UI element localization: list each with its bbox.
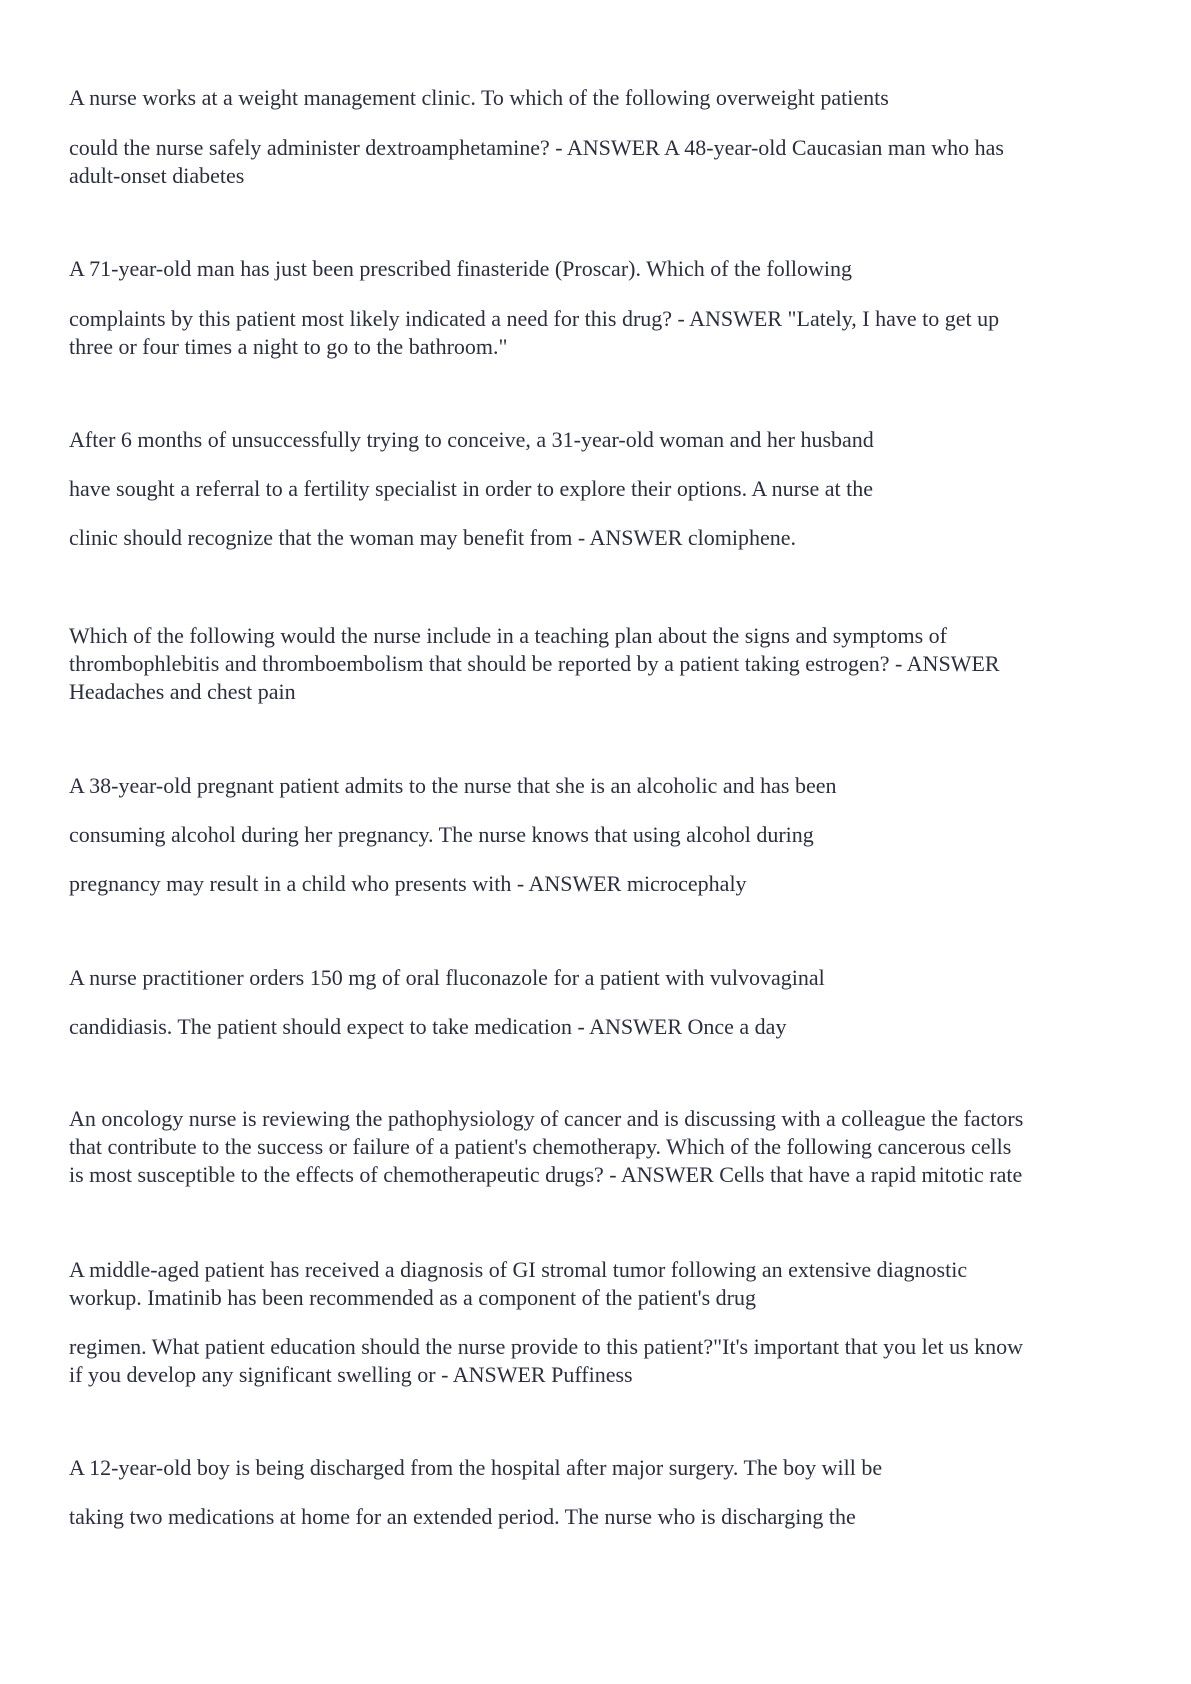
question-line: consuming alcohol during her pregnancy. The nurse knows that using alcohol during [69,822,814,847]
question-answer-line: clinic should recognize that the woman may benefit from - ANSWER clomiphene. [69,525,797,550]
question-line: After 6 months of unsuccessfully trying to conceive, a 31-year-old woman and her husband [69,427,874,452]
question-line: taking two medications at home for an extended period. The nurse who is discharging the [69,1504,856,1529]
question-line: A nurse works at a weight management clinic. To which of the following overweight patients [69,85,889,110]
question-line: An oncology nurse is reviewing the pathophysiology of cancer and is discussing with a colleague the factors [69,1106,1024,1131]
question-line: A 38-year-old pregnant patient admits to the nurse that she is an alcoholic and has been [69,773,837,798]
question-line: A 71-year-old man has just been prescribed finasteride (Proscar). Which of the following [69,256,852,281]
question-answer-line: pregnancy may result in a child who presents with - ANSWER microcephaly [69,871,747,896]
question-answer-line: candidiasis. The patient should expect to take medication - ANSWER Once a day [69,1014,787,1039]
question-line: workup. Imatinib has been recommended as a component of the patient's drug [69,1285,756,1310]
question-line: A middle-aged patient has received a diagnosis of GI stromal tumor following an extensive diagnostic [69,1257,968,1282]
answer-line: adult-onset diabetes [69,163,245,188]
question-line: regimen. What patient education should the nurse provide to this patient?"It's important that you let us know [69,1334,1024,1359]
question-line: Which of the following would the nurse include in a teaching plan about the signs and symptoms of [69,623,947,648]
question-line: have sought a referral to a fertility specialist in order to explore their options. A nurse at the [69,476,873,501]
question-line: A 12-year-old boy is being discharged from the hospital after major surgery. The boy will be [69,1455,883,1480]
answer-line: three or four times a night to go to the bathroom." [69,334,508,359]
question-answer-line: is most susceptible to the effects of chemotherapeutic drugs? - ANSWER Cells that have a rapid mitotic rate [69,1162,1023,1187]
question-answer-line: thrombophlebitis and thromboembolism that should be reported by a patient taking estrogen? - ANSWER [69,651,1000,676]
question-answer-line: could the nurse safely administer dextroamphetamine? - ANSWER A 48-year-old Caucasian man who has [69,135,1004,160]
question-answer-line: complaints by this patient most likely indicated a need for this drug? - ANSWER "Lately, I have to get up [69,306,1000,331]
question-line: A nurse practitioner orders 150 mg of oral fluconazole for a patient with vulvovaginal [69,965,825,990]
answer-line: Headaches and chest pain [69,679,296,704]
question-line: that contribute to the success or failure of a patient's chemotherapy. Which of the following cancerous cells [69,1134,1012,1159]
question-answer-line: if you develop any significant swelling or - ANSWER Puffiness [69,1362,633,1387]
